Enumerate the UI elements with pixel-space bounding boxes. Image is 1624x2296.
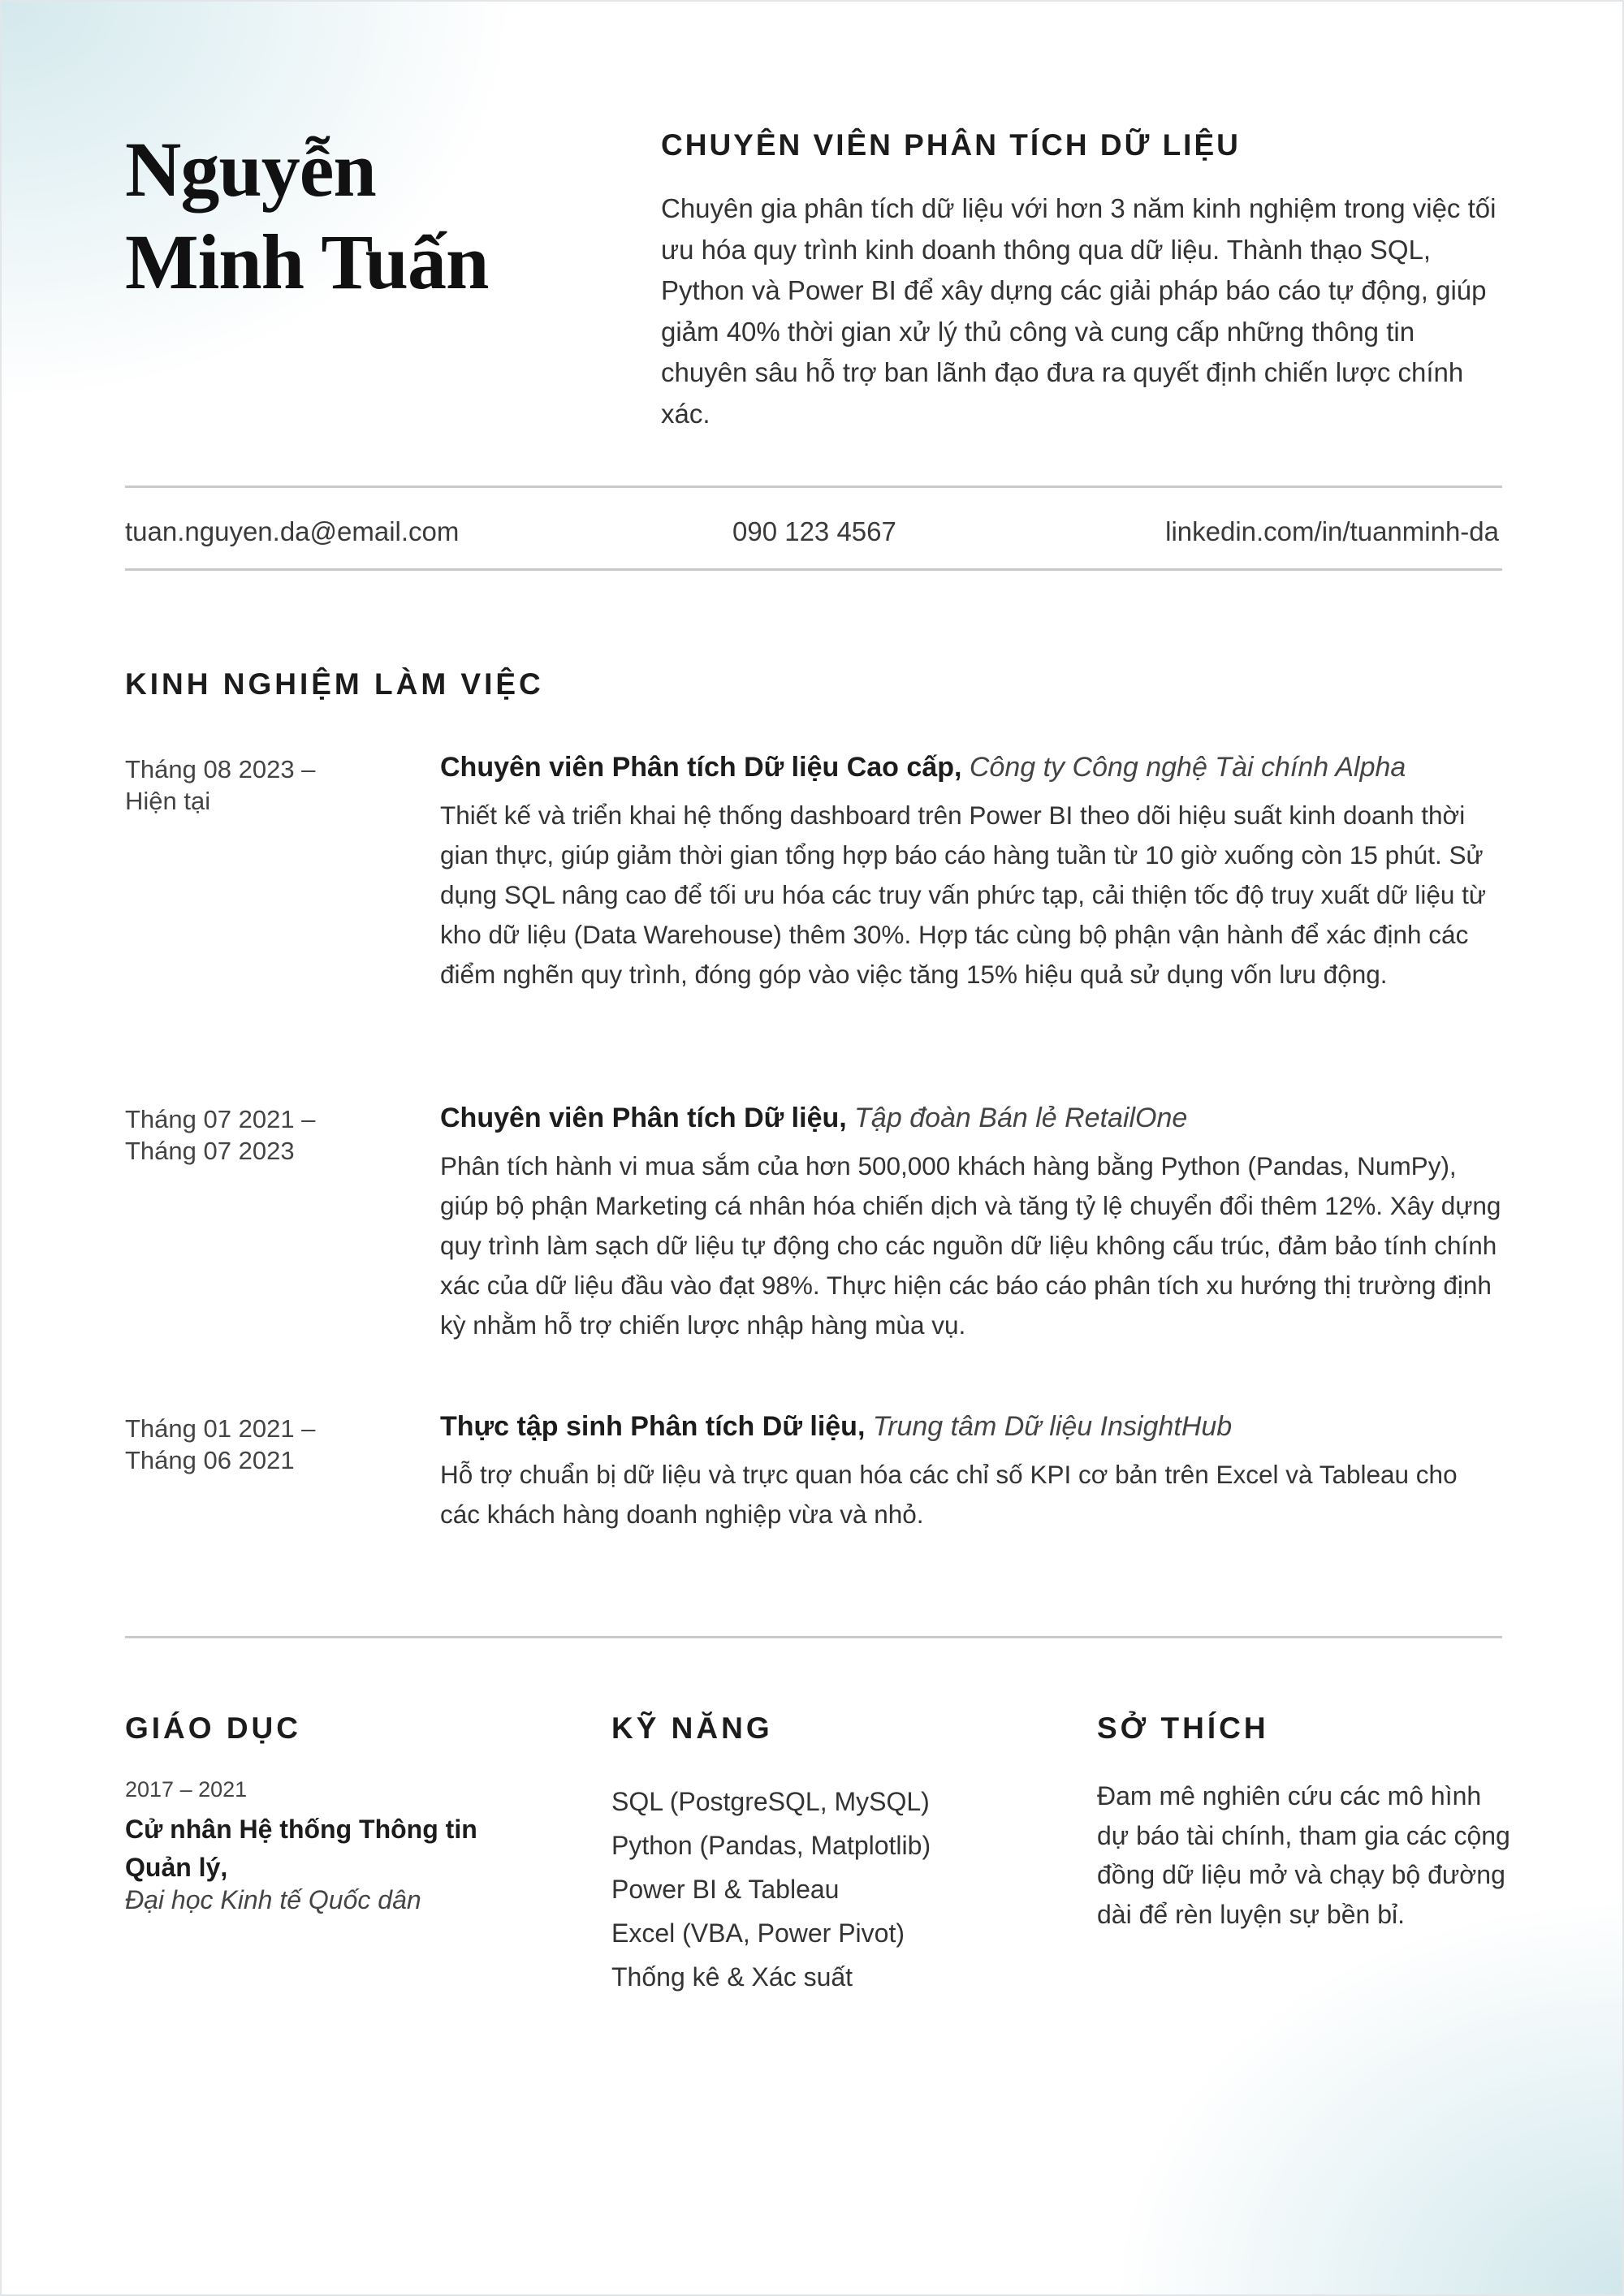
divider — [125, 568, 1502, 571]
job-heading — [440, 1100, 1512, 1136]
experience-heading: KINH NGHIỆM LÀM VIỆC — [125, 667, 544, 701]
skill-item: Power BI & Tableau — [611, 1875, 840, 1904]
profile-summary: Chuyên gia phân tích dữ liệu với hơn 3 năm kinh nghiệm trong việc tối ưu hóa quy trình kinh doanh thông qua dữ liệu. Thành thạo SQL, Python và Power BI để xây dựng các giải pháp báo cáo tự động, giúp giảm 40% thời gian xử lý thủ công và cung cấp những thông tin chuyên sâu hỗ trợ ban lãnh đạo đưa ra quyết định chiến lược chính xác. — [661, 193, 1497, 429]
job-date — [125, 1413, 401, 1476]
job-date — [125, 1103, 401, 1167]
contact-linkedin[interactable]: linkedin.com/in/tuanminh-da — [1165, 516, 1499, 546]
job-role: Chuyên viên Phân tích Dữ liệu Cao cấp, — [440, 752, 962, 783]
job-description: Thiết kế và triển khai hệ thống dashboard trên Power BI theo dõi hiệu suất kinh doanh thời gian thực, giúp giảm thời gian tổng hợp báo cáo hàng tuần từ 10 giờ xuống còn 15 phút. Sử dụng SQL nâng cao để tối ưu hóa các truy vấn phức tạp, cải thiện tốc độ truy xuất dữ liệu từ kho dữ liệu (Data Warehouse) thêm 30%. Hợp tác cùng bộ phận vận hành để xác định các điểm nghẽn quy trình, đóng góp vào việc tăng 15% hiệu quả sử dụng vốn lưu động. — [440, 801, 1486, 989]
job-company: Công ty Công nghệ Tài chính Alpha — [969, 752, 1406, 783]
job-role: Thực tập sinh Phân tích Dữ liệu, — [440, 1411, 866, 1442]
job-heading — [440, 1409, 1512, 1444]
job-company: Tập đoàn Bán lẻ RetailOne — [854, 1103, 1188, 1133]
contact-email[interactable]: tuan.nguyen.da@email.com — [125, 516, 460, 546]
candidate-name — [125, 123, 580, 309]
skill-item: Thống kê & Xác suất — [611, 1962, 853, 1992]
job-heading — [440, 749, 1512, 785]
job-description: Phân tích hành vi mua sắm của hơn 500,000 khách hàng bằng Python (Pandas, NumPy), giúp bộ phận Marketing cá nhân hóa chiến dịch và tăng tỷ lệ chuyển đổi thêm 12%. Xây dựng quy trình làm sạch dữ liệu tự động cho các nguồn dữ liệu không cấu trúc, đảm bảo tính chính xác của dữ liệu đầu vào đạt 98%. Thực hiện các báo cáo phân tích xu hướng thị trường định kỳ nhằm hỗ trợ chiến lược nhập hàng mùa vụ. — [440, 1151, 1501, 1340]
job-company: Trung tâm Dữ liệu InsightHub — [872, 1411, 1233, 1442]
education-heading: GIÁO DỤC — [125, 1711, 301, 1745]
job-role: Chuyên viên Phân tích Dữ liệu, — [440, 1103, 847, 1133]
job-title: CHUYÊN VIÊN PHÂN TÍCH DỮ LIỆU — [661, 128, 1241, 162]
job-date-end: Tháng 07 2023 — [125, 1137, 295, 1165]
skills-heading: KỸ NĂNG — [611, 1711, 773, 1745]
job-date-end: Hiện tại — [125, 787, 211, 815]
education-school: Đại học Kinh tế Quốc dân — [125, 1885, 421, 1914]
divider — [125, 486, 1502, 488]
job-date-end: Tháng 06 2021 — [125, 1446, 295, 1474]
skill-item: Python (Pandas, Matplotlib) — [611, 1831, 931, 1860]
education-years: 2017 – 2021 — [125, 1777, 248, 1802]
contact-phone[interactable]: 090 123 4567 — [732, 516, 896, 546]
skills-list — [611, 1780, 931, 1999]
job-date-start: Tháng 07 2021 – — [125, 1105, 316, 1133]
job-date-start: Tháng 01 2021 – — [125, 1414, 316, 1443]
hobbies-heading: SỞ THÍCH — [1097, 1711, 1269, 1745]
job-description: Hỗ trợ chuẩn bị dữ liệu và trực quan hóa các chỉ số KPI cơ bản trên Excel và Tableau cho các khách hàng doanh nghiệp vừa và nhỏ. — [440, 1460, 1458, 1529]
candidate-name-line1: Nguyễn — [125, 126, 376, 213]
candidate-name-line2: Minh Tuấn — [125, 218, 489, 305]
job-date-start: Tháng 08 2023 – — [125, 755, 316, 783]
skill-item: SQL (PostgreSQL, MySQL) — [611, 1787, 930, 1816]
hobbies-text: Đam mê nghiên cứu các mô hình dự báo tài chính, tham gia các cộng đồng dữ liệu mở và chạy bộ đường dài để rèn luyện sự bền bỉ. — [1097, 1781, 1510, 1929]
skill-item: Excel (VBA, Power Pivot) — [611, 1918, 905, 1948]
divider — [125, 1636, 1502, 1638]
education-degree: Cử nhân Hệ thống Thông tin Quản lý, — [125, 1815, 477, 1882]
job-date — [125, 753, 401, 817]
